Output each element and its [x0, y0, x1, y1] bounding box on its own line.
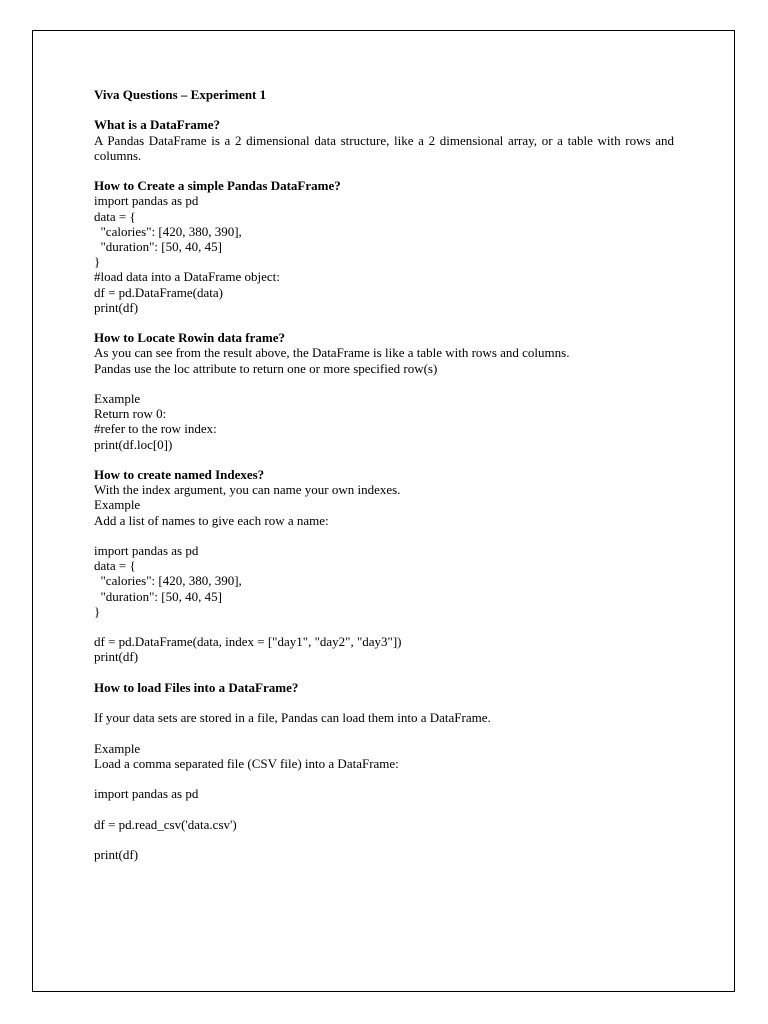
spacer — [94, 695, 674, 710]
section-heading-what-is-dataframe: What is a DataFrame? — [94, 117, 221, 133]
section-text: Example — [94, 740, 141, 756]
code-line: "duration": [50, 40, 45] — [94, 588, 222, 604]
spacer — [94, 619, 674, 634]
section-text: If your data sets are stored in a file, Pandas can load them into a DataFrame. — [94, 710, 491, 726]
code-line: data = { — [94, 558, 136, 574]
code-line: import pandas as pd — [94, 786, 199, 802]
spacer — [94, 725, 674, 740]
section-text: With the index argument, you can name your own indexes. — [94, 482, 401, 498]
code-line: print(df) — [94, 846, 139, 862]
code-line: data = { — [94, 208, 136, 224]
spacer — [94, 528, 674, 543]
code-line: print(df.loc[0]) — [94, 436, 173, 452]
code-line: print(df) — [94, 649, 139, 665]
code-line: df = pd.DataFrame(data) — [94, 284, 223, 300]
document-body — [94, 87, 674, 862]
spacer — [94, 665, 674, 680]
code-line: #refer to the row index: — [94, 421, 217, 437]
code-line: "duration": [50, 40, 45] — [94, 239, 222, 254]
document-title: Viva Questions – Experiment 1 — [94, 87, 267, 102]
spacer — [94, 452, 674, 467]
spacer — [94, 771, 674, 786]
section-text: As you can see from the result above, the DataFrame is like a table with rows and columns. — [94, 345, 570, 361]
section-text: Add a list of names to give each row a name: — [94, 512, 329, 528]
code-line: df = pd.DataFrame(data, index = ["day1", "day2", "day3"]) — [94, 634, 402, 650]
section-text: Return row 0: — [94, 406, 167, 422]
spacer — [94, 376, 674, 391]
section-heading-load-files: How to load Files into a DataFrame? — [94, 679, 299, 695]
spacer — [94, 315, 674, 330]
code-line: df = pd.read_csv('data.csv') — [94, 816, 237, 832]
section-heading-create-dataframe: How to Create a simple Pandas DataFrame? — [94, 178, 341, 194]
section-text: Load a comma separated file (CSV file) into a DataFrame: — [94, 755, 399, 771]
section-text: A Pandas DataFrame is a 2 dimensional data structure, like a 2 dimensional array, or a table with rows and columns. — [94, 132, 674, 163]
spacer — [94, 102, 674, 117]
section-heading-named-indexes: How to create named Indexes? — [94, 467, 265, 482]
code-line: import pandas as pd — [94, 543, 199, 558]
document-page — [32, 30, 735, 992]
code-line: } — [94, 603, 101, 619]
section-text: Pandas use the loc attribute to return one or more specified row(s) — [94, 360, 438, 376]
code-line: "calories": [420, 380, 390], — [94, 573, 242, 589]
code-line: import pandas as pd — [94, 193, 199, 209]
code-line: #load data into a DataFrame object: — [94, 269, 280, 285]
section-text: Example — [94, 391, 141, 406]
spacer — [94, 801, 674, 816]
section-text: Example — [94, 497, 141, 513]
code-line: "calories": [420, 380, 390], — [94, 223, 242, 239]
section-heading-locate-row: How to Locate Rowin data frame? — [94, 330, 285, 346]
code-line: print(df) — [94, 299, 139, 315]
spacer — [94, 163, 674, 178]
code-line: } — [94, 254, 101, 270]
spacer — [94, 832, 674, 847]
